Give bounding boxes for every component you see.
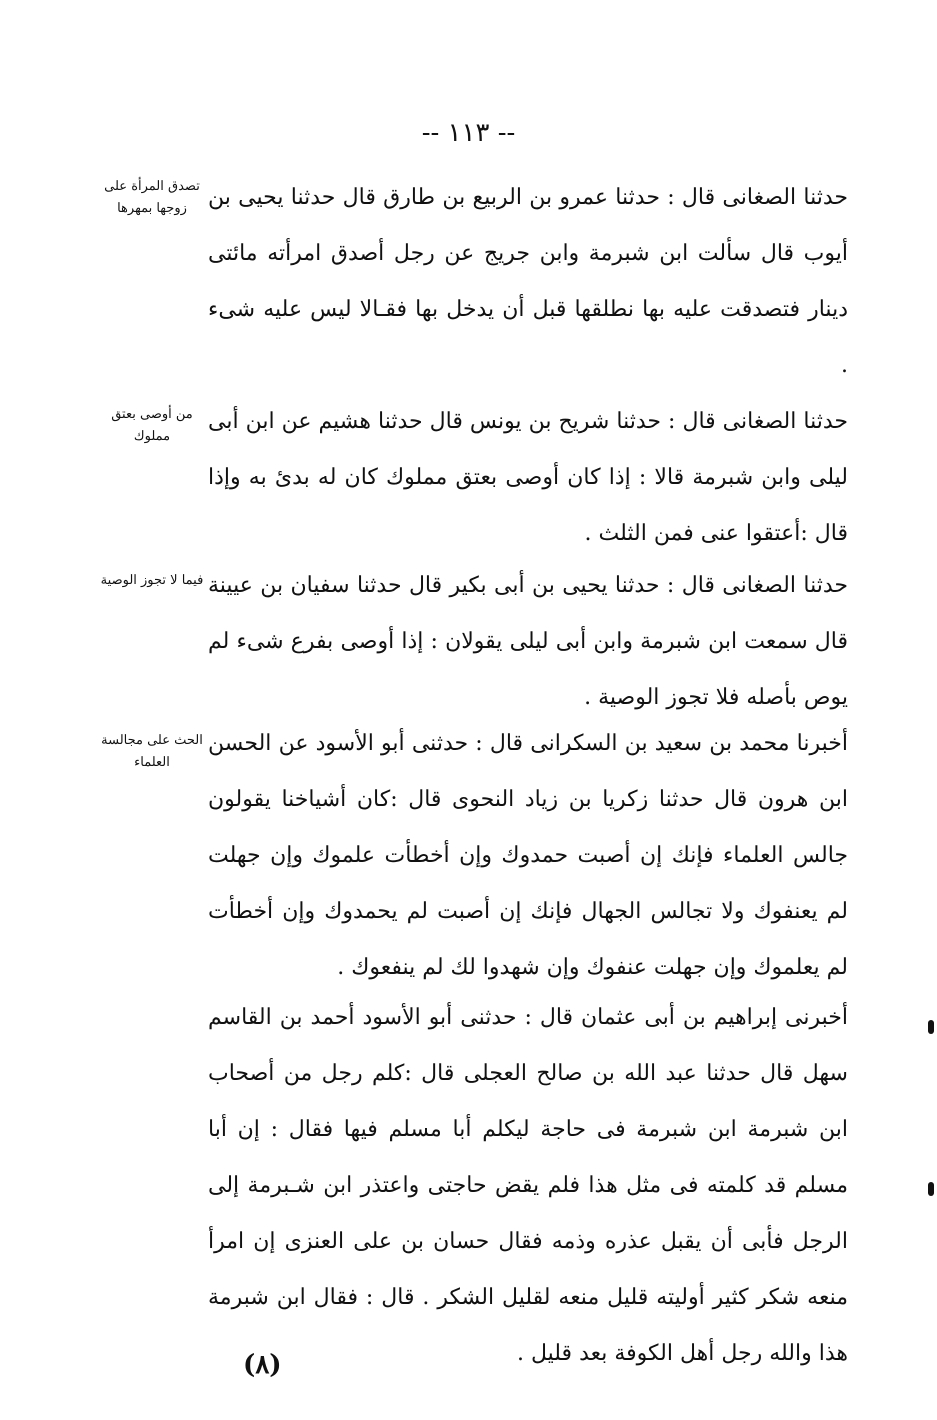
paragraph-text: أخبرنى إبراهيم بن أبى عثمان قال : حدثنى أبو الأسود أحمد بن القاسم سهل قال حدثنا عبد الله بن صالح العجلى قال :كلم رجل من أصحاب ابن شبرمة ابن شبرمة فى حاجة ليكلم أبا مسلم فيها فقال : إن أبا مسلم قد كلمته فى مثل هذا فلم يقض حاجتى واعتذر ابن شـبرمة إلى الرجل فأبى أن يقبل عذره وذمه فقال حسان بن على العنزى إن امرأ منعه شكر كثير أوليته قليل منعه لقليل الشكر . قال : فقال ابن شبرمة هذا والله رجل أهل الكوفة بعد قليل . [208, 1005, 848, 1366]
paragraph [208, 170, 848, 394]
paragraph-text: أخبرنا محمد بن سعيد بن السكرانى قال : حدثنى أبو الأسود عن الحسن ابن هرون قال حدثنا زكريا بن زياد النحوى قال :كان أشياخنا يقولون جالس العلماء فإنك إن أصبت حمدوك وإن أخطأت علموك وإن جهلت لم يعنفوك ولا تجالس الجهال فإنك إن أصبت لم يحمدوك وإن أخطأت لم يعلموك وإن جهلت عنفوك وإن شهدوا لك لم ينفعوك . [208, 731, 848, 980]
paragraph-text: حدثنا الصغانى قال : حدثنا يحيى بن أبى بكير قال حدثنا سفيان بن عيينة قال سمعت ابن شبرمة وابن أبى ليلى يقولان : إذا أوصى بفرع شىء لم يوص بأصله فلا تجوز الوصية . [208, 573, 848, 710]
paragraph [208, 716, 848, 996]
paragraph [208, 394, 848, 562]
paragraph [208, 558, 848, 726]
signature-mark: (٨) [243, 1350, 282, 1380]
margin-note: تصدق المرأة على زوجها بمهرها [104, 179, 200, 216]
margin-note: فيما لا تجوز الوصية [100, 573, 204, 588]
paragraph [208, 990, 848, 1366]
margin-note: من أوصى بعتق مملوك [111, 407, 193, 444]
paragraph-text: حدثنا الصغانى قال : حدثنا شريح بن يونس قال حدثنا هشيم عن ابن أبى ليلى وابن شبرمة قالا : إذا كان أوصى بعتق مملوك كان له بدئ به وإذا قال :أعتقوا عنى فمن الثلث . [208, 409, 848, 546]
binding-mark [928, 1020, 934, 1034]
margin-note: الحث على مجالسة العلماء [101, 733, 203, 770]
binding-mark [928, 1182, 934, 1196]
page-number: -- ١١٣ -- [421, 118, 516, 148]
paragraph-text: حدثنا الصغانى قال : حدثنا عمرو بن الربيع بن طارق قال حدثنا يحيى بن أيوب قال سألت ابن شبرمة وابن جريج عن رجل أصدق امرأته مائتى دينار فتصدقت عليه بها نطلقها قبل أن يدخل بها فقـالا ليس عليه شىء . [208, 185, 848, 378]
